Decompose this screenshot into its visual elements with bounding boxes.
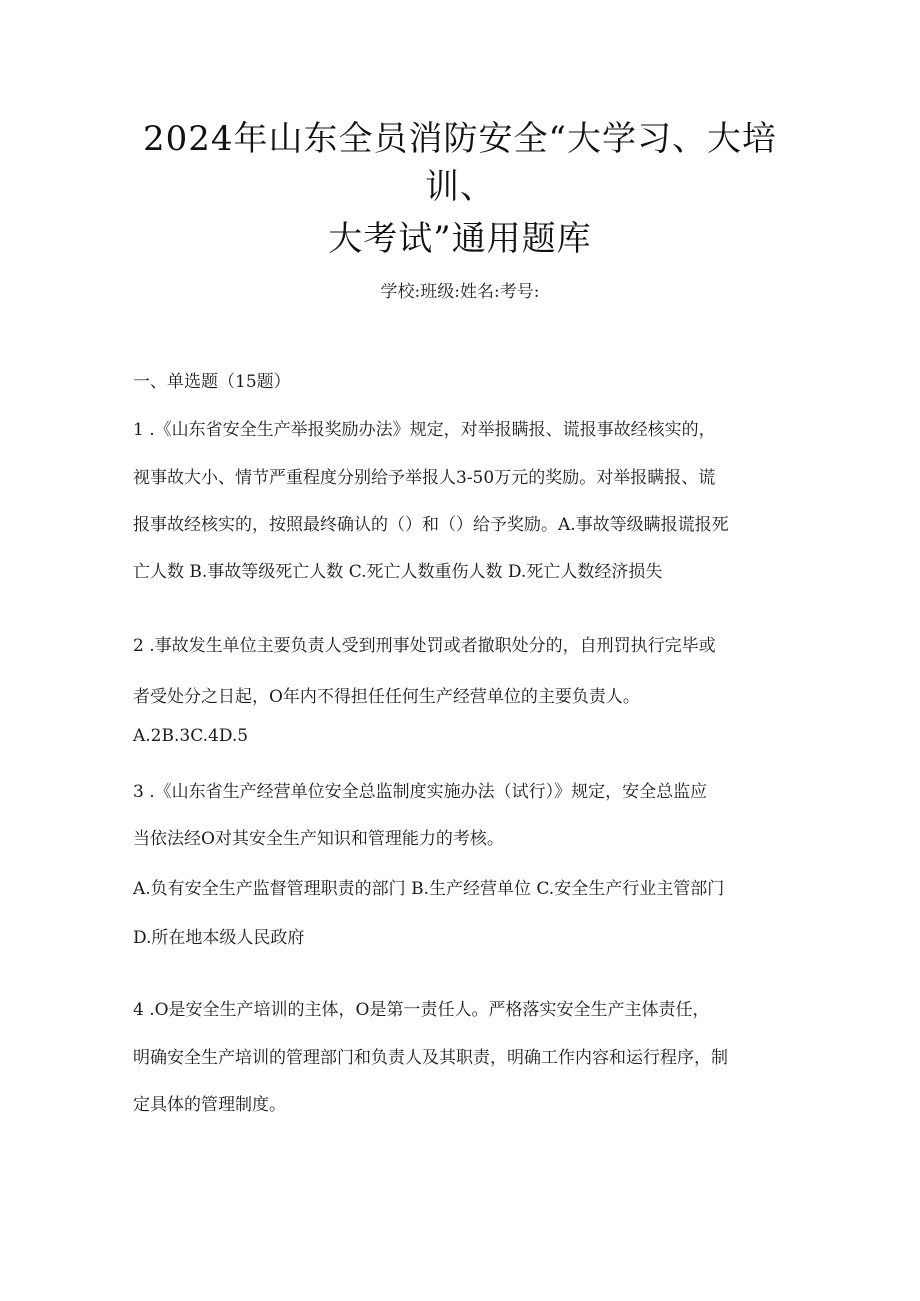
question-3-line-2: 当依法经O对其安全生产知识和管理能力的考核。 xyxy=(133,829,504,849)
question-3-line-4: D.所在地本级人民政府 xyxy=(133,928,305,948)
question-1-line-2: 视事故大小、情节严重程度分别给予举报人3-50万元的奖励。对举报瞒报、谎 xyxy=(133,468,716,488)
question-2-line-3: A.2B.3C.4D.5 xyxy=(133,726,249,746)
document-title-line-3: 大考试”通用题库 xyxy=(328,219,592,259)
question-4-line-2: 明确安全生产培训的管理部门和负责人及其职责，明确工作内容和运行程序，制 xyxy=(133,1048,728,1068)
question-1-line-1: 1 .《山东省安全生产举报奖励办法》规定，对举报瞒报、谎报事故经核实的， xyxy=(133,420,716,440)
document-title-line-2: 训、 xyxy=(425,167,495,207)
question-4-line-3: 定具体的管理制度。 xyxy=(133,1095,286,1115)
question-4-line-1: 4 .O是安全生产培训的主体，O是第一责任人。严格落实安全生产主体责任， xyxy=(133,1000,710,1020)
document-title-line-1: 2024年山东全员消防安全“大学习、大培 xyxy=(143,119,777,159)
question-2-line-2: 者受处分之日起，O年内不得担任任何生产经营单位的主要负责人。 xyxy=(133,687,640,707)
question-1-line-4: 亡人数 B.事故等级死亡人数 C.死亡人数重伤人数 D.死亡人数经济损失 xyxy=(133,562,663,582)
question-3-line-1: 3 .《山东省生产经营单位安全总监制度实施办法（试行）》规定，安全总监应 xyxy=(133,782,708,802)
section-heading: 一、单选题（15题） xyxy=(133,372,291,392)
question-3-line-3: A.负有安全生产监督管理职责的部门 B.生产经营单位 C.安全生产行业主管部门 xyxy=(133,879,725,899)
question-1-line-3: 报事故经核实的，按照最终确认的（）和（）给予奖励。A.事故等级瞒报谎报死 xyxy=(133,515,729,535)
student-info-line: 学校:班级:姓名:考号: xyxy=(380,282,540,302)
question-2-line-1: 2 .事故发生单位主要负责人受到刑事处罚或者撤职处分的，自刑罚执行完毕或 xyxy=(133,636,716,656)
